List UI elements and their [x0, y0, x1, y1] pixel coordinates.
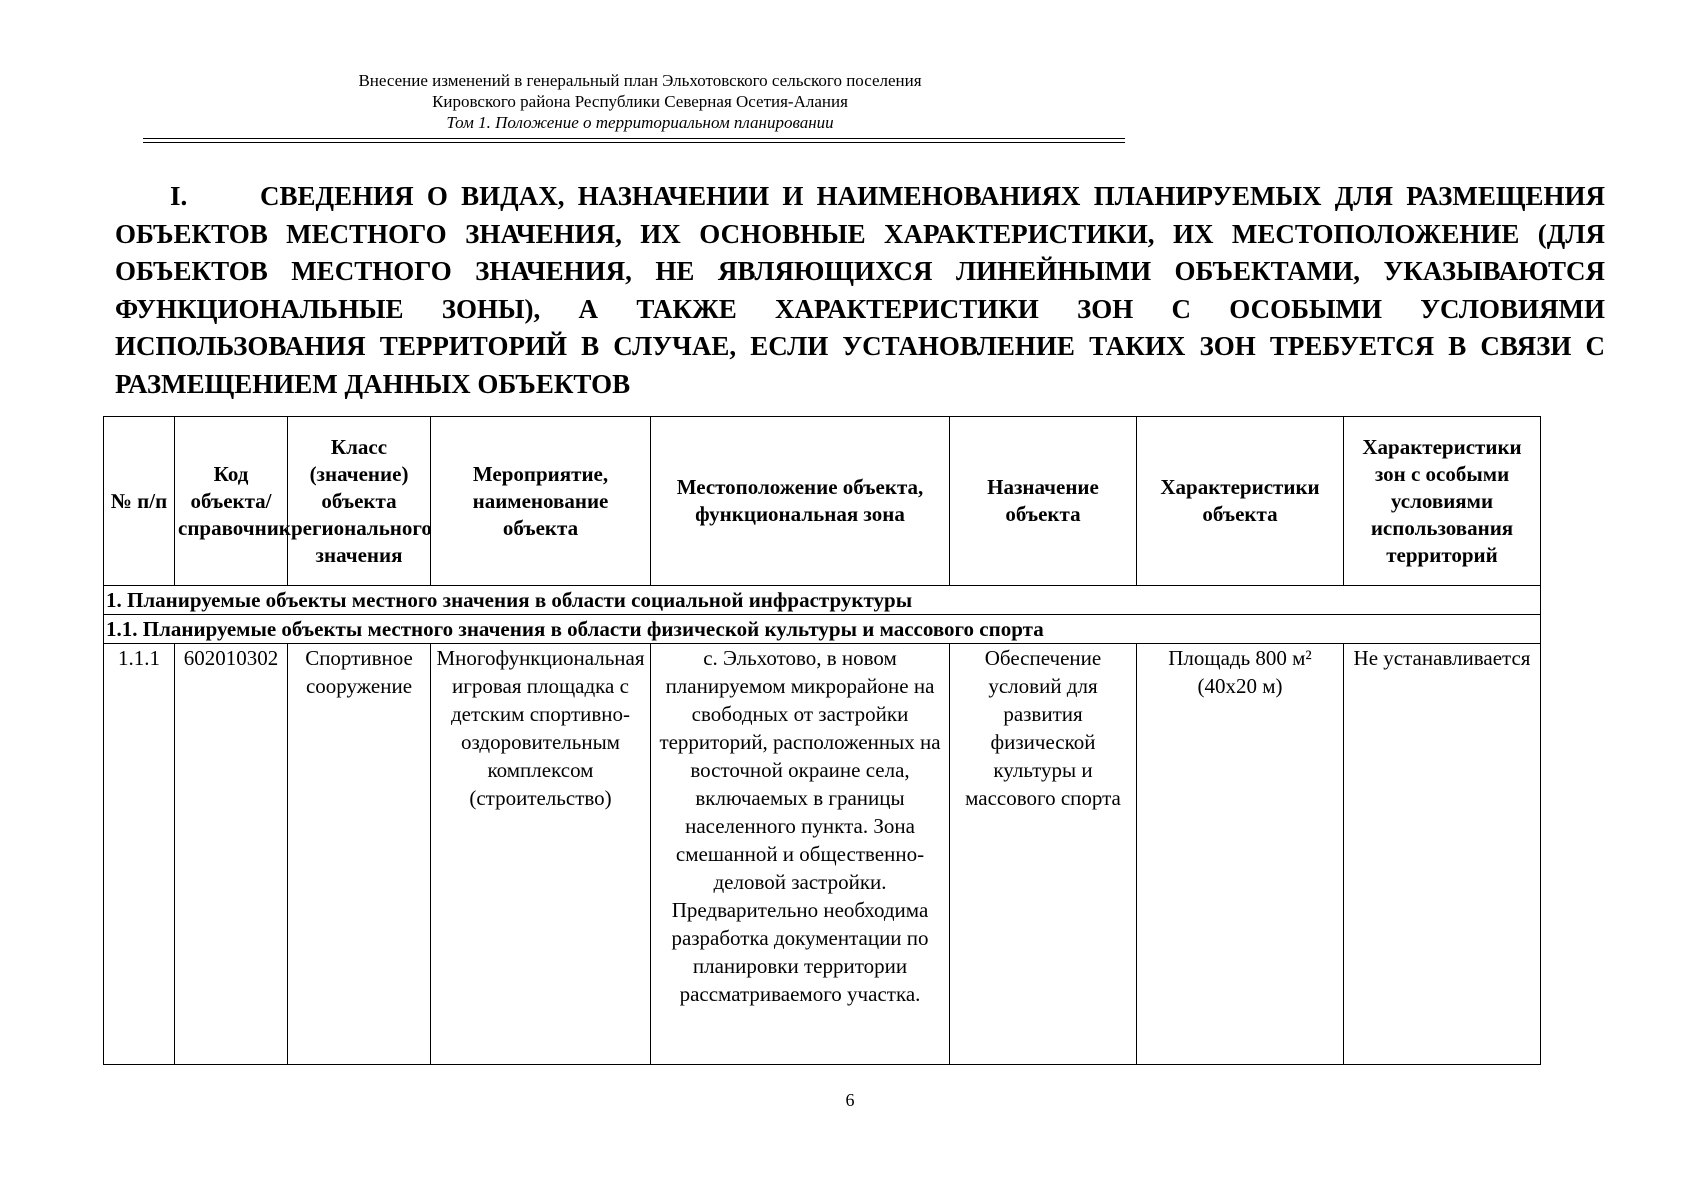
cell-purpose: Обеспечение условий для развития физической культуры и массового спорта [950, 644, 1137, 1065]
cell-event: Многофункциональная игровая площадка с детским спортивно-оздоровительным комплексом (строительство) [431, 644, 651, 1065]
cell-class: Спортивное сооружение [288, 644, 431, 1065]
cell-characteristics: Площадь 800 м² (40х20 м) [1137, 644, 1344, 1065]
header-rule-thick [143, 142, 1125, 143]
col-header-zones: Характеристики зон с особыми условиями использования территорий [1344, 417, 1541, 586]
section-title-text: СВЕДЕНИЯ О ВИДАХ, НАЗНАЧЕНИИ И НАИМЕНОВАНИЯХ ПЛАНИРУЕМЫХ ДЛЯ РАЗМЕЩЕНИЯ ОБЪЕКТОВ МЕСТНОГО ЗНАЧЕНИЯ, ИХ ОСНОВНЫЕ ХАРАКТЕРИСТИКИ, ИХ МЕСТОПОЛОЖЕНИЕ (ДЛЯ ОБЪЕКТОВ МЕСТНОГО ЗНАЧЕНИЯ, НЕ ЯВЛЯЮЩИХСЯ ЛИНЕЙНЫМИ ОБЪЕКТАМИ, УКАЗЫВАЮТСЯ ФУНКЦИОНАЛЬНЫЕ ЗОНЫ), А ТАКЖЕ ХАРАКТЕРИСТИКИ ЗОН С ОСОБЫМИ УСЛОВИЯМИ ИСПОЛЬЗОВАНИЯ ТЕРРИТОРИЙ В СЛУЧАЕ, ЕСЛИ УСТАНОВЛЕНИЕ ТАКИХ ЗОН ТРЕБУЕТСЯ В СВЯЗИ С РАЗМЕЩЕНИЕМ ДАННЫХ ОБЪЕКТОВ [115, 181, 1605, 399]
col-header-num: № п/п [104, 417, 175, 586]
section-title [115, 178, 1605, 403]
cell-num: 1.1.1 [104, 644, 175, 1065]
table-header-row [104, 417, 1541, 586]
header-line-1: Внесение изменений в генеральный план Эльхотовского сельского поселения [358, 71, 922, 90]
planned-objects-table [103, 416, 1541, 1065]
col-header-code: Код объекта/ справочник [175, 417, 288, 586]
col-header-event: Мероприятие, наименование объекта [431, 417, 651, 586]
col-header-location: Местоположение объекта, функциональная зона [651, 417, 950, 586]
page-number: 6 [845, 1090, 855, 1110]
group-label-sport: 1.1. Планируемые объекты местного значения в области физической культуры и массового спорта [104, 615, 1541, 644]
header-line-2: Кировского района Республики Северная Осетия-Алания [432, 92, 848, 111]
group-label-social: 1. Планируемые объекты местного значения в области социальной инфраструктуры [104, 586, 1541, 615]
document-header [140, 70, 1140, 133]
group-row-sport [104, 615, 1541, 644]
col-header-purpose: Назначение объекта [950, 417, 1137, 586]
cell-location: с. Эльхотово, в новом планируемом микрорайоне на свободных от застройки территорий, расположенных на восточной окраине села, включаемых в границы населенного пункта. Зона смешанной и общественно-деловой застройки. Предварительно необходима разработка документации по планировки территории рассматриваемого участка. [651, 644, 950, 1065]
col-header-class: Класс (значение) объекта регионального значения [288, 417, 431, 586]
section-number: I. [170, 181, 188, 211]
header-line-3: Том 1. Положение о территориальном планировании [446, 113, 834, 132]
table-row [104, 644, 1541, 1065]
col-header-characteristics: Характеристики объекта [1137, 417, 1344, 586]
cell-code: 602010302 [175, 644, 288, 1065]
header-rule-thin [143, 138, 1125, 139]
cell-zones: Не устанавливается [1344, 644, 1541, 1065]
group-row-social [104, 586, 1541, 615]
